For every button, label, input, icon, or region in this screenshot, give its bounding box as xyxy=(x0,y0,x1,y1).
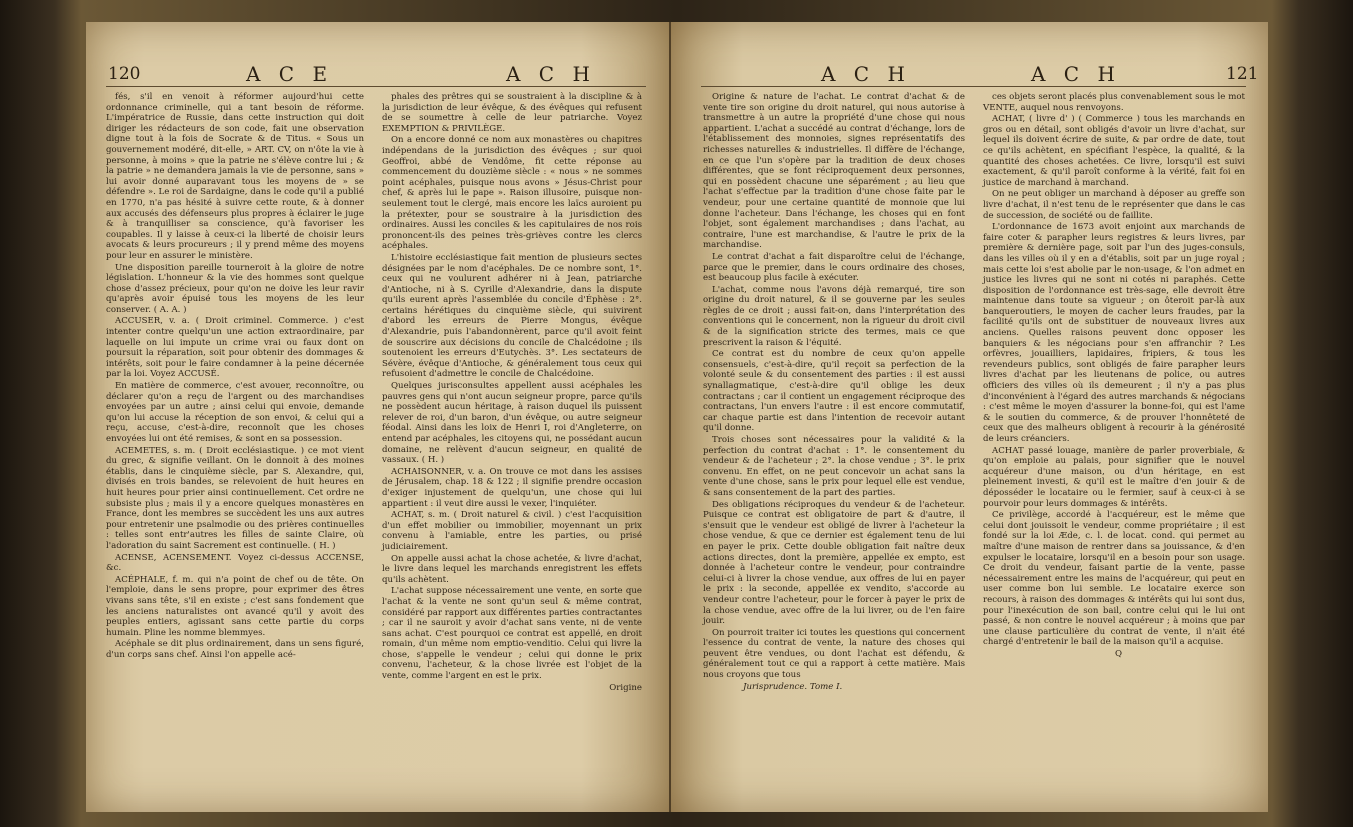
right-page xyxy=(671,22,1268,812)
paragraph: fés, s'il en venoit à réformer aujourd'hui cette ordonnance criminelle, qui a tant besoin de réforme. L'impératrice de Russie, dans cette instruction qui doit diriger les rédacteurs de son code, fait une observation digne tout à la fois de Socrate & de Titus. « Sous un gouvernement modéré, dit-elle, » ART. CV, on n'ôte la vie à personne, à moins » que la patrie ne s'élève contre lui ; & la patrie » ne demandera jamais la vie de personne, sans » lui avoir donné auparavant tous les moyens de » se défendre ». Le roi de Sardaigne, dans le code qu'il a publié en 1770, n'a pas hésité à suivre cette route, & à donner aux accusés des défenseurs plus propres à éclairer le juge & à tranquilliser sa conscience, qu'à favoriser les coupables. Il y laisse à ceux-ci la liberté de choisir leurs avocats & leurs procureurs ; il y prend même des moyens pour leur en assurer le ministère. xyxy=(106,92,364,261)
left-column-2 xyxy=(382,92,642,694)
paragraph: L'ordonnance de 1673 avoit enjoint aux marchands de faire coter & parapher leurs registres & leurs livres, par première & dernière page, soit par l'un des juges-consuls, dans les villes où il y en a d'établis, soit par un juge royal ; mais cette loi s'est abolie par le non-usage, & l'on admet en justice les livres qui ne sont ni cotés ni paraphés. Cette disposition de l'ordonnance est très-sage, elle devroit être maintenue dans toute sa vigueur ; on ôteroit par-là aux banqueroutiers, le moyen de cacher leurs fraudes, par la facilité qu'ils ont de substituer de nouveaux livres aux anciens. Quelles raisons peuvent donc opposer les banquiers & les négocians pour s'en affranchir ? Les orfèvres, jouailliers, lapidaires, fripiers, & tous les revendeurs publics, sont obligés de faire parapher leurs livres d'achat par les lieutenans de police, ou autres officiers des villes où ils demeurent ; il n'y a pas plus d'inconvénient à l'égard des autres marchands & négocians : c'est même le moyen d'assurer la bonne-foi, qui est l'ame & le soutien du commerce, & de prouver l'honnêteté de ceux que des malheurs obligent à recourir à la générosité de leurs créanciers. xyxy=(983,222,1245,444)
paragraph: phales des prêtres qui se soustraient à la discipline & à la jurisdiction de leur évêque, & des évêques qui refusent de se soumettre à celle de leur patriarche. Voyez EXEMPTION & PRIVILÈGE. xyxy=(382,92,642,134)
right-column-2 xyxy=(983,92,1245,660)
paragraph: Une disposition pareille tourneroit à la gloire de notre législation. L'honneur & la vie des hommes sont quelque chose d'assez précieux, pour qu'on ne doive les leur ravir qu'après avoir épuisé tous les moyens de les leur conserver. ( A. A. ) xyxy=(106,262,364,315)
left-header-ach: A C H xyxy=(506,62,596,86)
right-column-1 xyxy=(703,92,965,693)
page-number-right: 121 xyxy=(1226,64,1259,84)
paragraph: Ce contrat est du nombre de ceux qu'on appelle consensuels, c'est-à-dire, qu'il reçoit sa perfection de la volonté seule & du consentement des parties : il est aussi synallagmatique, c'est-à-dire qu'il oblige les deux contractans ; car il contient un engagement réciproque des contractans, l'un envers l'autre : il est encore commutatif, car chaque partie est dans l'intention de recevoir autant qu'il donne. xyxy=(703,349,965,434)
catchword: Origine xyxy=(609,682,642,693)
header-rule xyxy=(106,86,646,87)
paragraph: ACEMETES, s. m. ( Droit ecclésiastique. ) ce mot vient du grec, & signifie veillant. On le donnoit à des moines établis, dans le cinquième siècle, par S. Alexandre, qui, divisés en trois bandes, se relevoient de huit heures en huit heures pour prier ainsi continuellement. Cet ordre ne subsiste plus ; mais il y a encore quelques monastères en France, dont les membres se succèdent les uns aux autres pour entretenir une psalmodie ou des prières continuelles : telles sont entr'autres les filles de sainte Claire, où l'adoration du saint Sacrement est continuelle. ( H. ) xyxy=(106,445,364,551)
paragraph: En matière de commerce, c'est avouer, reconnoître, ou déclarer qu'on a reçu de l'argent ou des marchandises envoyées par un autre ; ainsi celui qui envoie, demande qu'on lui accuse la réception de son envoi, & celui qui a reçu, accuse, c'est-à-dire, reconnoît que les choses envoyées lui ont été remises, & sont en sa possession. xyxy=(106,381,364,444)
paragraph: Le contrat d'achat a fait disparoître celui de l'échange, parce que le premier, dans le cours ordinaire des choses, est beaucoup plus facile à exécuter. xyxy=(703,251,965,284)
paragraph: ACHAT, s. m. ( Droit naturel & civil. ) c'est l'acquisition d'un effet mobilier ou immobilier, moyennant un prix convenu à l'amiable, entre les parties, ou prisé judiciairement. xyxy=(382,510,642,552)
paragraph: ces objets seront placés plus convenablement sous le mot VENTE, auquel nous renvoyons. xyxy=(983,92,1245,113)
paragraph: L'histoire ecclésiastique fait mention de plusieurs sectes désignées par le nom d'acéphales. De ce nombre sont, 1°. ceux qui ne voulurent adhérer ni à Jean, patriarche d'Antioche, ni à S. Cyrille d'Alexandrie, dans la dispute qu'ils eurent après l'assemblée du concile d'Éphèse : 2°. certains hérétiques du cinquième siècle, qui suivirent d'abord les erreurs de Pierre Mongus, évêque d'Alexandrie, puis l'abandonnèrent, parce qu'il avoit feint de souscrire aux décisions du concile de Chalcédoine ; ils soutenoient les erreurs d'Eutychès. 3°. Les sectateurs de Sévère, évêque d'Antioche, & généralement tous ceux qui refusoient d'admettre le concile de Chalcédoine. xyxy=(382,252,642,380)
left-header-ace: A C E xyxy=(246,62,334,86)
paragraph: ACÉPHALE, f. m. qui n'a point de chef ou de tête. On l'emploie, dans le sens propre, pour exprimer des êtres vivans sans tête, s'il en existe ; c'est sans fondement que les anciens naturalistes ont avancé qu'il y avoit des peuples entiers, agissant sans cette partie du corps humain. Pline les nomme blemmyes. xyxy=(106,574,364,638)
paragraph: L'achat, comme nous l'avons déjà remarqué, tire son origine du droit naturel, & il se gouverne par les seules règles de ce droit ; aussi fait-on, dans l'interprétation des conventions qui le concernent, non la rigueur du droit civil & de la signification stricte des termes, mais ce que prescrivent la raison & l'équité. xyxy=(703,284,965,348)
paragraph: ACHAT passé louage, manière de parler proverbiale, & qu'on emploie au palais, pour signifier que le nouvel acquéreur d'une maison, ou d'un héritage, en est pleinement investi, & qu'il est le maître d'en jouir & de déposséder le locataire ou le fermier, sauf à ceux-ci à se pourvoir pour leurs dommages & intérêts. xyxy=(983,445,1245,509)
paragraph: L'achat suppose nécessairement une vente, en sorte que l'achat & la vente ne sont qu'un seul & même contrat, considéré par rapport aux différentes parties contractantes ; car il ne sauroit y avoir d'achat sans vente, ni de vente sans achat. C'est pourquoi ce contrat est appellé, en droit romain, d'un même nom emptio-venditio. Celui qui livre la chose, s'appelle le vendeur ; celui qui donne le prix convenu, l'acheteur, & la chose livrée est l'objet de la vente, comme l'argent en est le prix. xyxy=(382,586,642,682)
paragraph: Trois choses sont nécessaires pour la validité & la perfection du contrat d'achat : 1°. le consentement du vendeur & de l'acheteur ; 2°. la chose vendue ; 3°. le prix convenu. En effet, on ne peut concevoir un achat sans la vente d'une chose, sans le prix pour lequel elle est vendue, & sans consentement de la part des parties. xyxy=(703,435,965,498)
paragraph: ACENSE, ACENSEMENT. Voyez ci-dessus ACCENSE, &c. xyxy=(106,552,364,574)
paragraph: On pourroit traiter ici toutes les questions qui concernent l'essence du contrat de vente, la nature des choses qui peuvent être vendues, ou dont l'achat est défendu, & généralement tout ce qui a rapport à cette matière. Mais nous croyons que tous xyxy=(703,627,965,681)
paragraph: ACHAISONNER, v. a. On trouve ce mot dans les assises de Jérusalem, chap. 18 & 122 ; il signifie prendre occasion d'exiger injustement de quelqu'un, une chose qui lui appartient : il veut dire aussi le vexer, l'inquiéter. xyxy=(382,466,642,509)
signature-line: Jurisprudence. Tome I. xyxy=(743,681,843,692)
header-rule xyxy=(701,86,1246,87)
right-header-ach-2: A C H xyxy=(1031,62,1121,86)
right-header-ach-1: A C H xyxy=(821,62,911,86)
paragraph: Des obligations réciproques du vendeur & de l'acheteur. Puisque ce contrat est obligatoire de part & d'autre, il s'ensuit que le vendeur est obligé de livrer à l'acheteur la chose vendue, & que ce dernier est également tenu de lui en payer le prix. Cette double obligation fait naître deux actions directes, dont la première, appellée ex empto, est donnée à l'acheteur contre le vendeur, pour contraindre celui-ci à livrer la chose vendue, aux offres de lui en payer le prix : la seconde, appellée ex vendito, s'accorde au vendeur contre l'acheteur, pour le forcer à payer le prix de la chose vendue, avec offre de la lui livrer, ou de l'en faire jouir. xyxy=(703,499,965,627)
paragraph: On a encore donné ce nom aux monastères ou chapitres indépendans de la jurisdiction des évêques ; sur quoi Geoffroi, abbé de Vendôme, fit cette réponse au commencement du douzième siècle : « nous » ne sommes point acéphales, puisque nous avons » Jésus-Christ pour chef, & après lui le pape ». Raison illusoire, puisque non-seulement tout le clergé, mais encore les laïcs auroient pu la prétexter, pour se soustraire à la jurisdiction des ordinaires. Aussi les conciles & les capitulaires de nos rois prononcent-ils des peines très-grièves contre les clercs acéphales. xyxy=(382,135,642,252)
left-column-1 xyxy=(106,92,364,661)
paragraph: ACCUSER, v. a. ( Droit criminel. Commerce. ) c'est intenter contre quelqu'un une action extraordinaire, par laquelle on lui impute un crime vrai ou faux dont on poursuit la réparation, soit pour obtenir des dommages & intérêts, soit pour le faire condamner à la peine décernée par la loi. Voyez ACCUSÉ. xyxy=(106,316,364,380)
paragraph: On appelle aussi achat la chose achetée, & livre d'achat, le livre dans lequel les marchands enregistrent les effets qu'ils achètent. xyxy=(382,553,642,585)
page-number-left: 120 xyxy=(108,64,141,84)
paragraph: Origine & nature de l'achat. Le contrat d'achat & de vente tire son origine du droit naturel, qui nous autorise à transmettre à un autre la propriété d'une chose qui nous appartient. L'achat a succédé au contrat d'échange, lors de l'établissement des monnoies, signes représentatifs des richesses naturelles & industrielles. Il diffère de l'échange, en ce que l'un s'opère par la tradition de deux choses différentes, que se font réciproquement deux personnes, qui en possèdent chacune une séparément ; au lieu que l'achat s'effectue par la tradition d'une chose faite par le vendeur, pour une certaine quantité de monnoie que lui donne l'acheteur. Dans l'échange, les choses qui en font l'objet, sont également marchandises ; dans l'achat, au contraire, l'une est marchandise, & l'autre le prix de la marchandise. xyxy=(703,92,965,251)
paragraph: Ce privilège, accordé à l'acquéreur, est le même que celui dont jouissoit le vendeur, comme propriétaire ; il est fondé sur la loi Æde, c. l. de locat. cond. qui permet au maître d'une maison de rentrer dans sa jouissance, & d'en expulser le locataire, lorsqu'il en a besoin pour son usage. Ce droit du vendeur, faisant partie de la vente, passe nécessairement entre les mains de l'acquéreur, qui peut en user comme bon lui semble. Le locataire exerce son recours, à raison des dommages & intérêts qui lui sont dus, pour l'inexécution de son bail, contre celui qui le lui ont passé, & non contre le nouvel acquéreur ; à moins que par une clause particulière du contrat de vente, il n'ait été chargé d'entretenir le bail de la maison qu'il a acquise. xyxy=(983,510,1245,648)
paragraph: ACHAT, ( livre d' ) ( Commerce ) tous les marchands en gros ou en détail, sont obligés d'avoir un livre d'achat, sur lequel ils doivent écrire de suite, & par ordre de date, tout ce qu'ils achètent, en spécifiant l'espèce, la qualité, & la quantité des choses achetées. Ce livre, lorsqu'il est suivi exactement, & qu'il paroît conforme à la vérité, fait foi en justice de marchand à marchand. xyxy=(983,114,1245,188)
signature-mark: Q xyxy=(1114,648,1123,659)
paragraph: Acéphale se dit plus ordinairement, dans un sens figuré, d'un corps sans chef. Ainsi l'on appelle acé- xyxy=(106,639,364,660)
paragraph: Quelques jurisconsultes appellent aussi acéphales les pauvres gens qui n'ont aucun seigneur propre, parce qu'ils ne possèdent aucun héritage, à raison duquel ils puissent relever de roi, d'un baron, d'un évêque, ou autre seigneur féodal. Ainsi dans les loix de Henri I, roi d'Angleterre, on entend par acéphales, les citoyens qui, ne possédant aucun domaine, ne relèvent d'aucun seigneur, en qualité de vassaux. ( H. ) xyxy=(382,381,642,466)
paragraph: On ne peut obliger un marchand à déposer au greffe son livre d'achat, il n'est tenu de le représenter que dans le cas de succession, de société ou de faillite. xyxy=(983,189,1245,221)
left-page xyxy=(86,22,669,812)
